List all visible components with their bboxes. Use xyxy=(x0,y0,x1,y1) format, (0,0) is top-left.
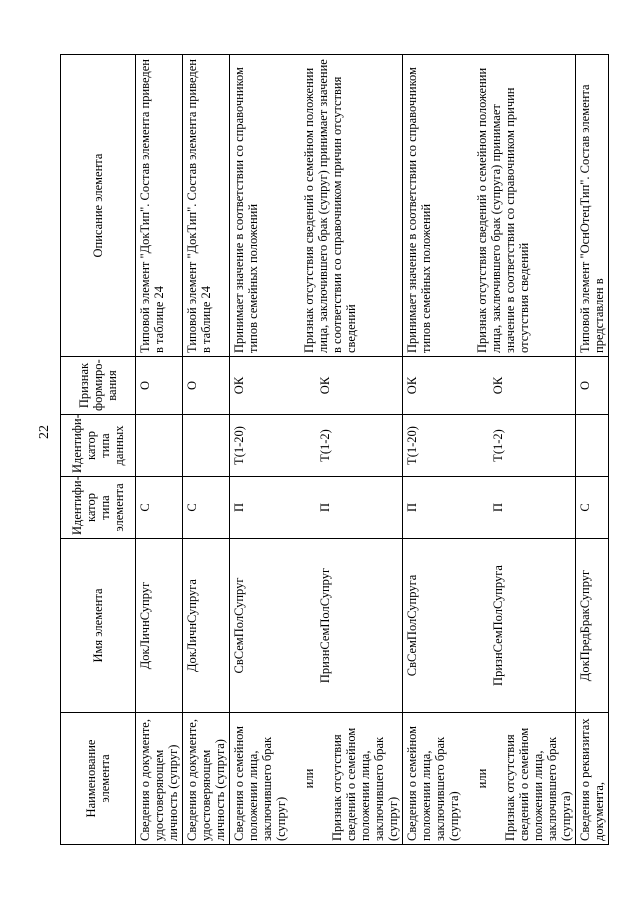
cell-formation-primary: ОК xyxy=(232,376,246,395)
table-row xyxy=(136,55,183,845)
cell-element-name xyxy=(403,539,576,713)
page-number: 22 xyxy=(37,425,52,439)
cell-description xyxy=(230,55,403,357)
cell-element-type: С xyxy=(136,477,183,539)
cell-element-name xyxy=(230,539,403,713)
cell-element-type: С xyxy=(576,477,609,539)
cell-element-name-alternative: ПризнСемПолСупруга xyxy=(491,565,505,686)
elements-table xyxy=(60,54,609,845)
header-name: Наименование элемента xyxy=(61,713,136,845)
cell-description: Типовой элемент "ДокТип". Состав элемента приведен в таблице 24 xyxy=(136,55,183,357)
cell-name: Сведения о документе, удостоверяющем личность (супруга) xyxy=(183,713,230,845)
cell-element-name: ДокПредБракСупруг xyxy=(576,539,609,713)
cell-description: Типовой элемент "ДокТип". Состав элемента приведен в таблице 24 xyxy=(183,55,230,357)
header-element-name: Имя элемента xyxy=(61,539,136,713)
table-row xyxy=(230,55,403,845)
cell-formation: О xyxy=(576,357,609,415)
cell-data-type-alternative: T(1-2) xyxy=(491,429,505,462)
cell-name-alternative: Признак отсутствия сведений о семейном положении лица, заключившего брак (супруг) xyxy=(330,727,400,841)
rotated-table-container xyxy=(60,55,606,845)
cell-data-type xyxy=(183,415,230,477)
header-formation: Признак формиро-вания xyxy=(61,357,136,415)
table-header-row xyxy=(61,55,136,845)
cell-formation-alternative: ОК xyxy=(491,376,505,395)
table-row xyxy=(576,55,609,845)
header-description: Описание элемента xyxy=(61,55,136,357)
cell-element-name-primary: СвСемПолСупруг xyxy=(232,577,246,674)
cell-element-name-alternative: ПризнСемПолСупруг xyxy=(318,567,332,684)
cell-formation-alternative: ОК xyxy=(318,376,332,395)
cell-formation xyxy=(230,357,403,415)
cell-data-type xyxy=(576,415,609,477)
cell-element-type-alternative: П xyxy=(318,502,332,513)
cell-data-type-alternative: T(1-2) xyxy=(318,429,332,462)
cell-element-type: С xyxy=(183,477,230,539)
cell-name: Сведения о документе, удостоверяющем личность (супруг) xyxy=(136,713,183,845)
cell-description-alternative: Признак отсутствия сведений о семейном положении лица, заключившего брак (супруг) принимает значение в соответствии со справочником причин отсутствия сведений xyxy=(302,59,358,353)
cell-name: Сведения о реквизитах документа, xyxy=(576,713,609,845)
header-data-type: Идентифи-катор типа данных xyxy=(61,415,136,477)
cell-name-alternative: Признак отсутствия сведений о семейном положении лица, заключившего брак (супруга) xyxy=(503,727,573,841)
cell-name xyxy=(230,713,403,845)
cell-formation: О xyxy=(183,357,230,415)
cell-element-name-primary: СвСемПолСупруга xyxy=(405,574,419,677)
cell-formation: О xyxy=(136,357,183,415)
cell-name-primary: Сведения о семейном положении лица, заключившего брак (супруга) xyxy=(405,725,461,841)
cell-element-name: ДокЛичнСупруга xyxy=(183,539,230,713)
cell-element-type xyxy=(403,477,576,539)
cell-description-primary: Принимает значение в соответствии со справочником типов семейных положений xyxy=(405,67,433,353)
cell-name-primary: Сведения о семейном положении лица, заключившего брак (супруг) xyxy=(232,725,288,841)
cell-data-type-primary: T(1-20) xyxy=(232,426,246,465)
header-element-type: Идентифи-катор типа элемента xyxy=(61,477,136,539)
cell-data-type xyxy=(403,415,576,477)
cell-element-type-primary: П xyxy=(232,502,246,513)
cell-element-type-alternative: П xyxy=(491,502,505,513)
table-row xyxy=(183,55,230,845)
cell-name-or: или xyxy=(302,768,316,789)
cell-formation xyxy=(403,357,576,415)
cell-name-or: или xyxy=(475,768,489,789)
cell-formation-primary: ОК xyxy=(405,376,419,395)
cell-element-type-primary: П xyxy=(405,502,419,513)
table-row xyxy=(403,55,576,845)
cell-data-type xyxy=(136,415,183,477)
cell-element-name: ДокЛичнСупруг xyxy=(136,539,183,713)
cell-description-alternative: Признак отсутствия сведений о семейном положении лица, заключившего брак (супруга) принимает значение в соответствии со справочником причин отсутствия сведений xyxy=(475,67,531,353)
cell-element-type xyxy=(230,477,403,539)
cell-data-type xyxy=(230,415,403,477)
cell-data-type-primary: T(1-20) xyxy=(405,426,419,465)
cell-name xyxy=(403,713,576,845)
cell-description: Типовой элемент "ОснОтецТип". Состав элемента представлен в xyxy=(576,55,609,357)
cell-description xyxy=(403,55,576,357)
cell-description-primary: Принимает значение в соответствии со справочником типов семейных положений xyxy=(232,67,260,353)
